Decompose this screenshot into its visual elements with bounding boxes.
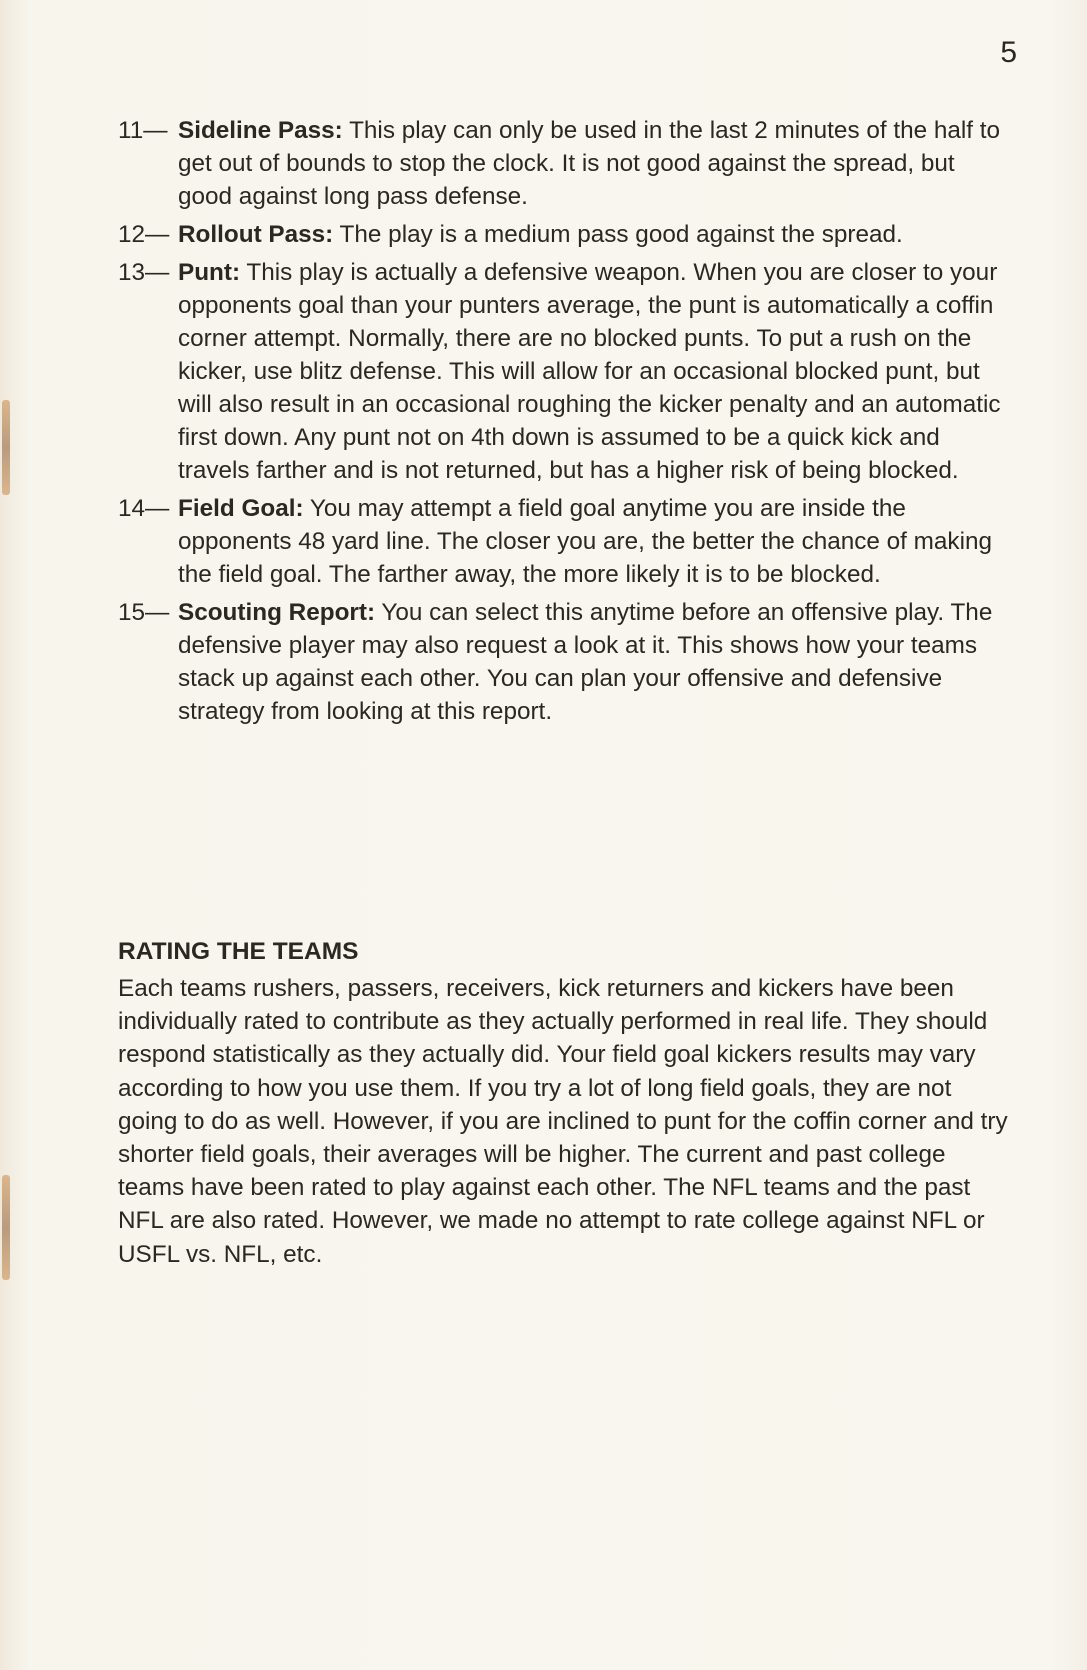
rating-section xyxy=(118,935,1016,1271)
play-title: Sideline Pass: xyxy=(178,117,343,144)
play-description: You may attempt a field goal anytime you are inside the opponents 48 yard line. The closer you are, the better the chance of making the field goal. The farther away, the more likely it is to be blocked. xyxy=(178,495,993,588)
binding-stain-upper xyxy=(2,400,10,495)
play-item-scouting-report xyxy=(118,596,1008,728)
play-item-punt xyxy=(118,256,1008,487)
play-item-sideline-pass xyxy=(118,114,1008,213)
play-number: 15— xyxy=(118,599,170,626)
binding-stain-lower xyxy=(2,1175,10,1280)
section-heading: RATING THE TEAMS xyxy=(118,938,359,965)
play-title: Punt: xyxy=(178,259,241,286)
play-list xyxy=(118,114,1008,733)
section-body: Each teams rushers, passers, receivers, kick returners and kickers have been individually rated to contribute as they actually performed in real life. They should respond statistically as they actually did. Your field goal kickers results may vary according to how you use them. If you try a lot of long field goals, they are not going to do as well. However, if you are inclined to punt for the coffin corner and try shorter field goals, their averages will be higher. The current and past college teams have been rated to play against each other. The NFL teams and the past NFL are also rated. However, we made no attempt to rate college against NFL or USFL vs. NFL, etc. xyxy=(118,975,1008,1268)
play-title: Field Goal: xyxy=(178,495,304,522)
play-number: 14— xyxy=(118,495,170,522)
play-number: 12— xyxy=(118,221,170,248)
play-item-rollout-pass xyxy=(118,218,1008,251)
play-description: The play is a medium pass good against the spread. xyxy=(333,221,903,248)
play-title: Rollout Pass: xyxy=(178,221,334,248)
play-number: 11— xyxy=(118,117,168,144)
play-description: This play can only be used in the last 2 minutes of the half to get out of bounds to stop the clock. It is not good against the spread, but good against long pass defense. xyxy=(178,117,1001,210)
play-item-field-goal xyxy=(118,492,1008,591)
play-title: Scouting Report: xyxy=(178,599,376,626)
page-number: 5 xyxy=(1000,36,1017,69)
play-description: You can select this anytime before an offensive play. The defensive player may also request a look at it. This shows how your teams stack up against each other. You can plan your offensive and defensive strategy from looking at this report. xyxy=(178,599,993,725)
play-number: 13— xyxy=(118,259,170,286)
play-description: This play is actually a defensive weapon. When you are closer to your opponents goal than your punters average, the punt is automatically a coffin corner attempt. Normally, there are no blocked punts. To put a rush on the kicker, use blitz defense. This will allow for an occasional blocked punt, but will also result in an occasional roughing the kicker penalty and an automatic first down. Any punt not on 4th down is assumed to be a quick kick and travels farther and is not returned, but has a higher risk of being blocked. xyxy=(178,259,1001,484)
